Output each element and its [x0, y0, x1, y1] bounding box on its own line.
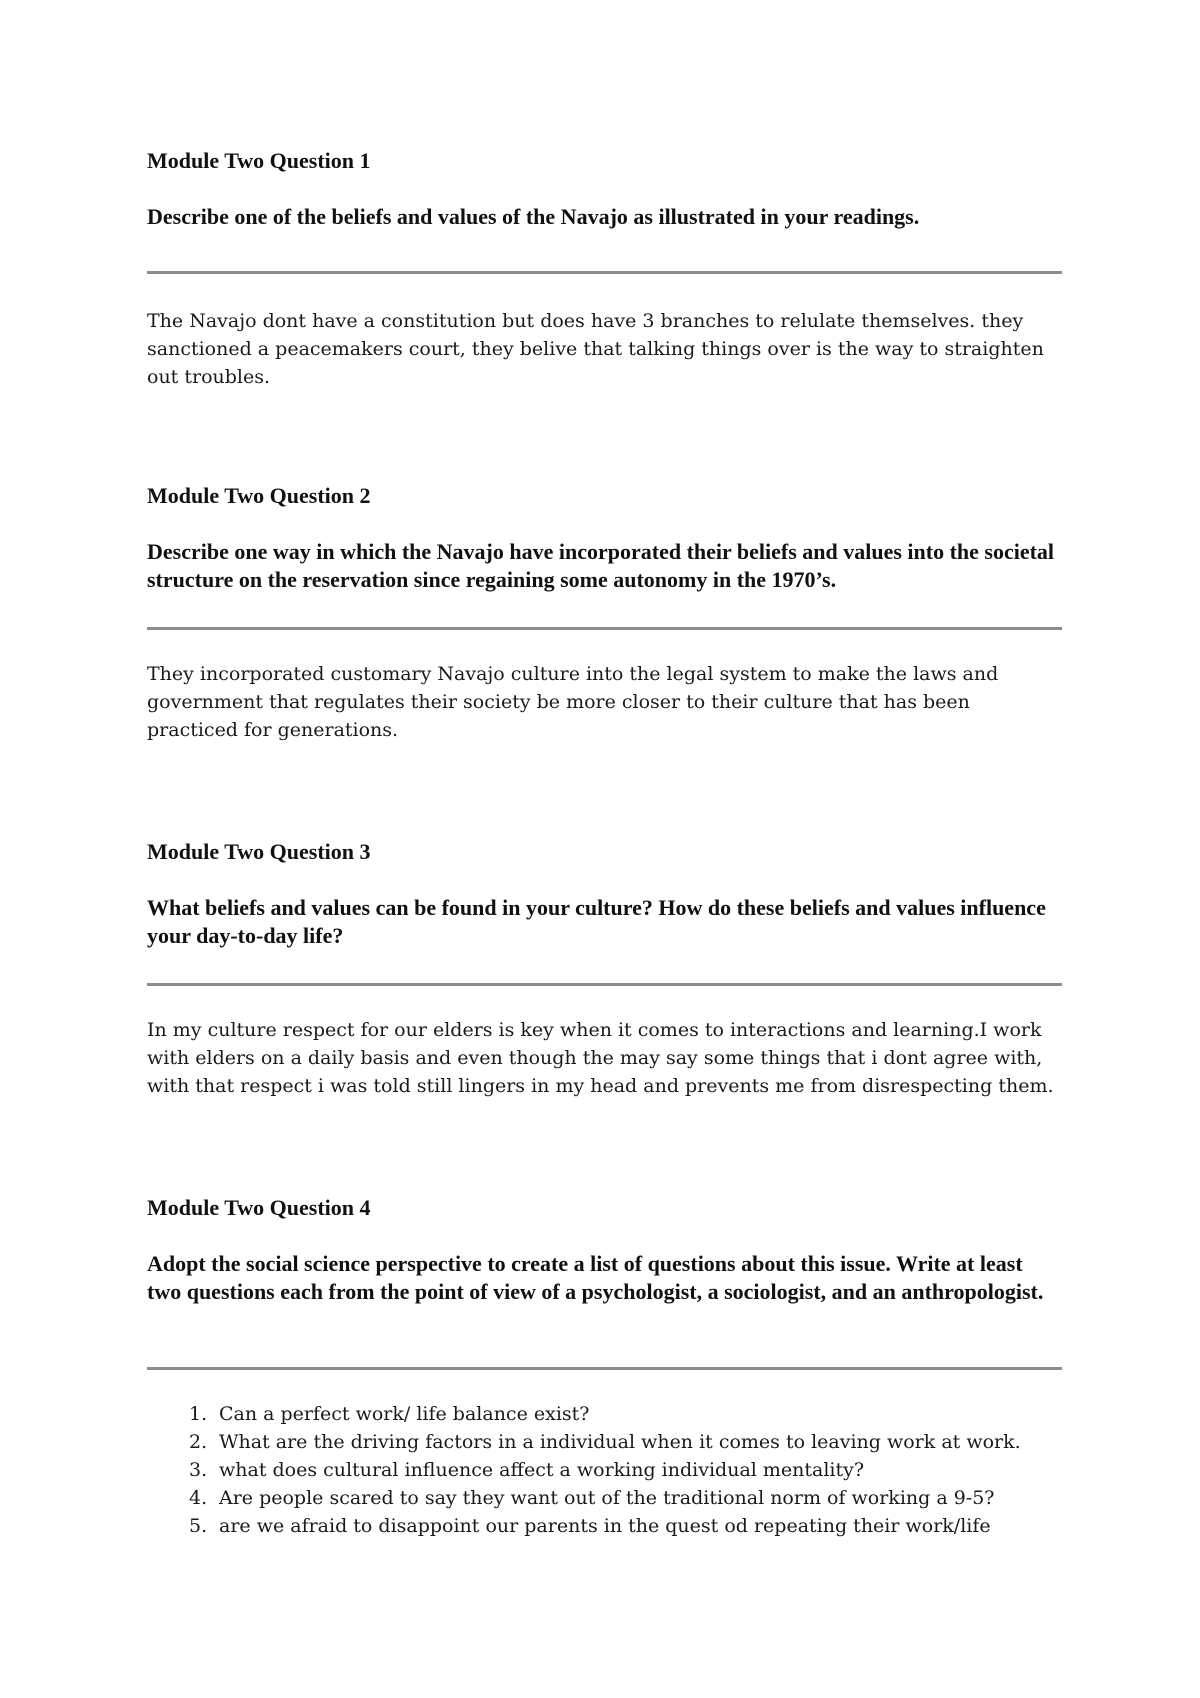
question-1-title: Module Two Question 1	[147, 148, 371, 173]
list-item-number: 3.	[189, 1459, 208, 1481]
list-item	[147, 1456, 1062, 1484]
question-2-answer: They incorporated customary Navajo culture into the legal system to make the laws and government that regulates their society be more closer to their culture that has been practiced for generations.	[147, 663, 999, 741]
list-item	[147, 1512, 1062, 1540]
list-item	[147, 1484, 1062, 1512]
question-3-prompt: What beliefs and values can be found in your culture? How do these beliefs and values influence your day-to-day life?	[147, 895, 1046, 948]
question-1-answer: The Navajo dont have a constitution but does have 3 branches to relulate themselves. they sanctioned a peacemakers court, they belive that talking things over is the way to straighten out troubles.	[147, 310, 1044, 388]
list-item-number: 1.	[189, 1403, 208, 1425]
list-item	[147, 1428, 1062, 1456]
list-item-number: 5.	[189, 1515, 208, 1537]
list-item-number: 2.	[189, 1431, 208, 1453]
list-item-number: 4.	[189, 1487, 208, 1509]
question-2-title: Module Two Question 2	[147, 483, 371, 508]
question-3-title: Module Two Question 3	[147, 839, 371, 864]
question-2-divider	[147, 627, 1062, 630]
list-item-text: what does cultural influence affect a working individual mentality?	[219, 1459, 865, 1481]
question-1-prompt: Describe one of the beliefs and values of the Navajo as illustrated in your readings.	[147, 204, 920, 229]
question-1-divider	[147, 271, 1062, 274]
question-4-prompt: Adopt the social science perspective to create a list of questions about this issue. Write at least two questions each from the point of view of a psychologist, a sociologist, and an anthropologist.	[147, 1251, 1044, 1304]
list-item-text: are we afraid to disappoint our parents in the quest od repeating their work/life	[219, 1515, 991, 1537]
list-item-text: Are people scared to say they want out of the traditional norm of working a 9-5?	[219, 1487, 995, 1509]
list-item-text: Can a perfect work/ life balance exist?	[219, 1403, 590, 1425]
question-3-answer: In my culture respect for our elders is key when it comes to interactions and learning.I work with elders on a daily basis and even though the may say some things that i dont agree with, with that respect i was told still lingers in my head and prevents me from disrespecting them.	[147, 1019, 1054, 1097]
question-2-prompt: Describe one way in which the Navajo have incorporated their beliefs and values into the societal structure on the reservation since regaining some autonomy in the 1970’s.	[147, 539, 1055, 592]
question-3-divider	[147, 983, 1062, 986]
list-item-text: What are the driving factors in a individual when it comes to leaving work at work.	[219, 1431, 1021, 1453]
question-4-divider	[147, 1367, 1062, 1370]
question-4-answer-list	[147, 1400, 1062, 1540]
question-4-title: Module Two Question 4	[147, 1195, 371, 1220]
list-item	[147, 1400, 1062, 1428]
